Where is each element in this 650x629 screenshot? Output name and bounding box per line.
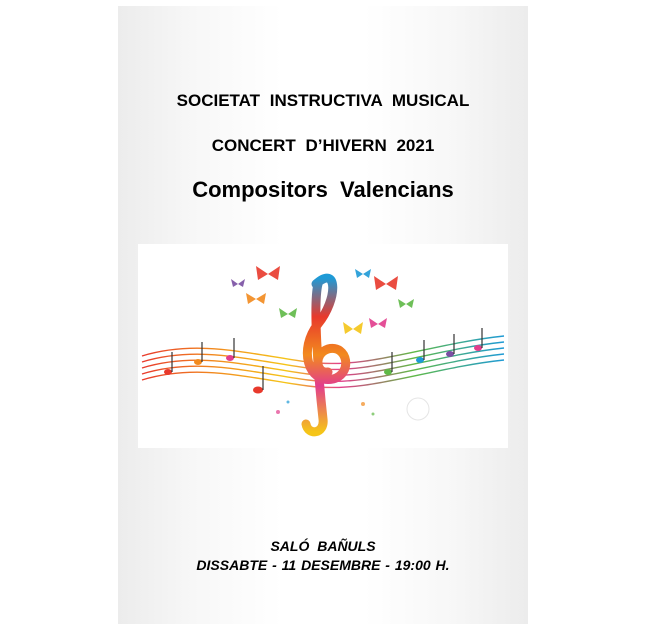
treble-clef-icon [138, 244, 508, 448]
venue-name: SALÓ BAÑULS [270, 538, 376, 554]
program-subtitle: Compositors Valencians [192, 177, 454, 202]
music-artwork [138, 244, 508, 448]
event-title: CONCERT D’HIVERN 2021 [211, 136, 435, 155]
concert-program-cover [118, 6, 528, 624]
event-datetime: DISSABTE - 11 DESEMBRE - 19:00 H. [196, 557, 450, 573]
organization-title: SOCIETAT INSTRUCTIVA MUSICAL [176, 91, 470, 110]
